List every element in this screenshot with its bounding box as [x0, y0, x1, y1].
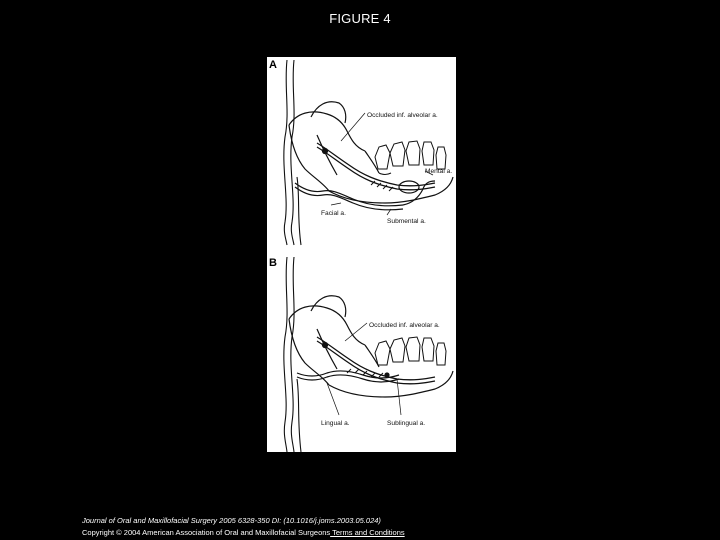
footer [82, 515, 405, 539]
label-sublingual-artery: Sublingual a. [387, 420, 426, 427]
copyright-text: Copyright © 2004 American Association of Oral and Maxillofacial Surgeons [82, 528, 331, 537]
panel-b-letter: B [269, 257, 277, 269]
figure-title: FIGURE 4 [329, 11, 391, 26]
citation-text: Journal of Oral and Maxillofacial Surgery 2005 6328-350 DI: (10.1016/j.joms.2003.05.024) [82, 516, 381, 525]
label-submental-artery: Submental a. [387, 218, 426, 225]
terms-link[interactable]: Terms and Conditions [330, 528, 405, 537]
figure-image [267, 57, 456, 452]
label-occluded-alveolar-a: Occluded inf. alveolar a. [367, 112, 438, 119]
copyright-line [82, 527, 405, 539]
panel-a-letter: A [269, 59, 277, 71]
label-mental-artery: Mental a. [425, 168, 453, 175]
label-lingual-artery: Lingual a. [321, 420, 350, 427]
label-occluded-alveolar-b: Occluded inf. alveolar a. [369, 322, 440, 329]
mandible-illustration [267, 57, 456, 452]
label-facial-artery: Facial a. [321, 210, 346, 217]
